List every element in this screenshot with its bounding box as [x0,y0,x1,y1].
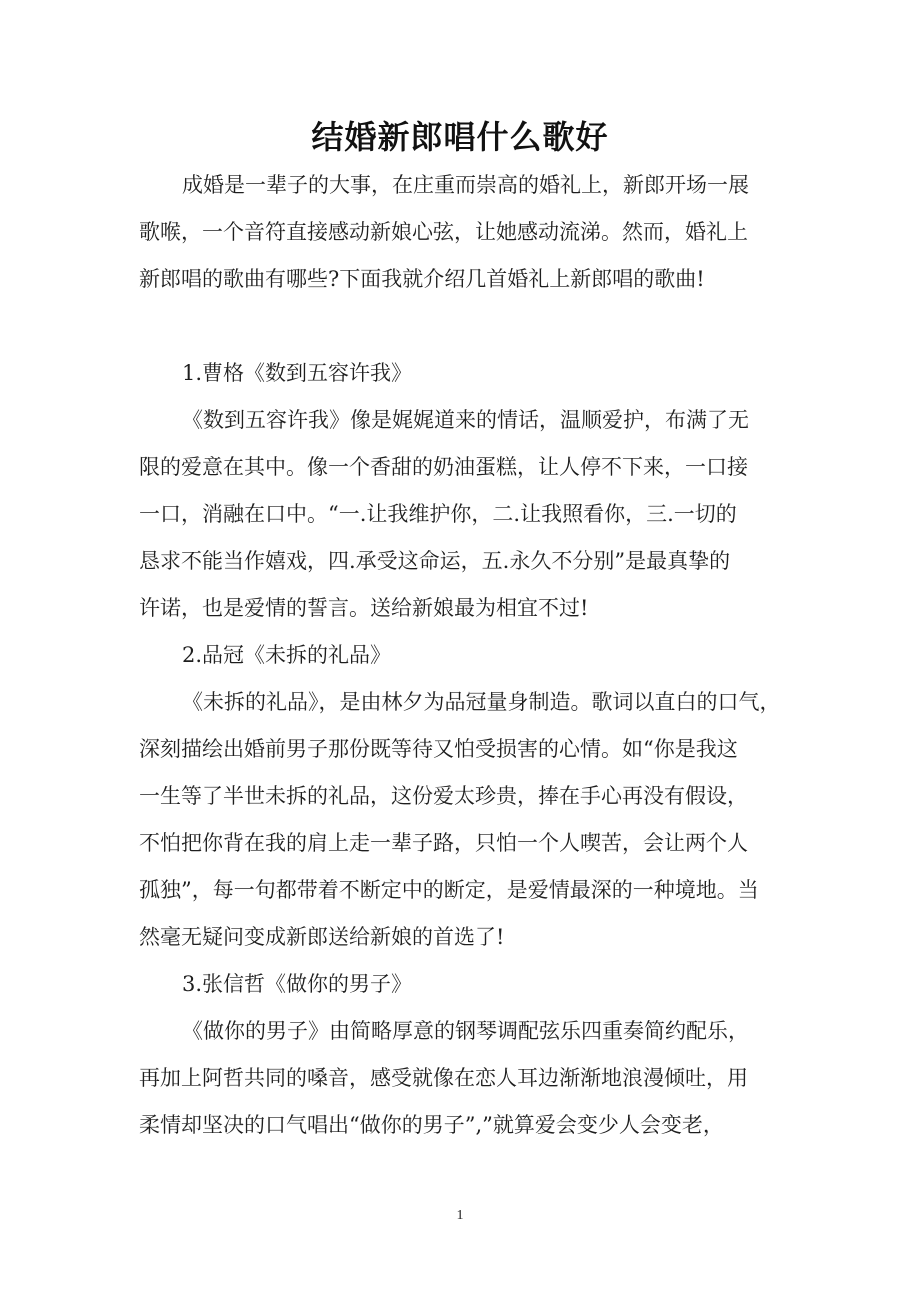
section-heading: 3.张信哲《做你的男子》 [182,972,413,996]
paragraph-line: 限的爱意在其中。像一个香甜的奶油蛋糕，让人停不下来，一口接 [139,455,748,479]
paragraph-line: 《未拆的礼品》，是由林夕为品冠量身制造。歌词以直白的口气， [182,690,781,714]
document-title: 结婚新郎唱什么歌好 [311,118,609,156]
paragraph-line: 歌喉，一个音符直接感动新娘心弦，让她感动流涕。然而，婚礼上 [139,220,748,244]
intro-paragraph [139,162,769,303]
paragraph-line: 柔情却坚决的口气唱出“做你的男子”,”就算爱会变少人会变老， [139,1113,724,1137]
paragraph-line: 不怕把你背在我的肩上走一辈子路，只怕一个人喫苦，会让两个人 [139,831,748,855]
paragraph-line: 一口，消融在口中。“一.让我维护你，二.让我照看你，三.一切的 [139,502,737,526]
section-2 [139,632,781,961]
paragraph-line: 深刻描绘出婚前男子那份既等待又怕受损害的心情。如“你是我这 [139,737,738,761]
section-heading: 2.品冠《未拆的礼品》 [182,643,392,667]
blank-line [139,303,769,350]
paragraph-line: 成婚是一辈子的大事，在庄重而崇高的婚礼上，新郎开场一展 [182,173,749,197]
page-number: 1 [456,1208,464,1223]
paragraph-line: 许诺，也是爱情的誓言。送给新娘最为相宜不过! [139,596,589,620]
section-1 [139,350,769,632]
paragraph-line: 一生等了半世未拆的礼品，这份爱太珍贵，捧在手心再没有假设， [139,784,748,808]
section-heading: 1.曹格《数到五容许我》 [182,361,413,385]
section-3 [139,961,769,1149]
document-body [139,162,781,1149]
paragraph-line: 然毫无疑问变成新郎送给新娘的首选了! [139,925,505,949]
paragraph-line: 孤独”，每一句都带着不断定中的断定，是爱情最深的一种境地。当 [139,878,759,902]
paragraph-line: 《做你的男子》由简略厚意的钢琴调配弦乐四重奏简约配乐， [182,1019,749,1043]
paragraph-line: 新郎唱的歌曲有哪些?下面我就介绍几首婚礼上新郎唱的歌曲! [139,267,705,291]
paragraph-line: 恳求不能当作嬉戏，四.承受这命运，五.永久不分别”是最真挚的 [139,549,731,573]
paragraph-line: 《数到五容许我》像是娓娓道来的情话，温顺爱护，布满了无 [182,408,749,432]
paragraph-line: 再加上阿哲共同的嗓音，感受就像在恋人耳边渐渐地浪漫倾吐，用 [139,1066,748,1090]
